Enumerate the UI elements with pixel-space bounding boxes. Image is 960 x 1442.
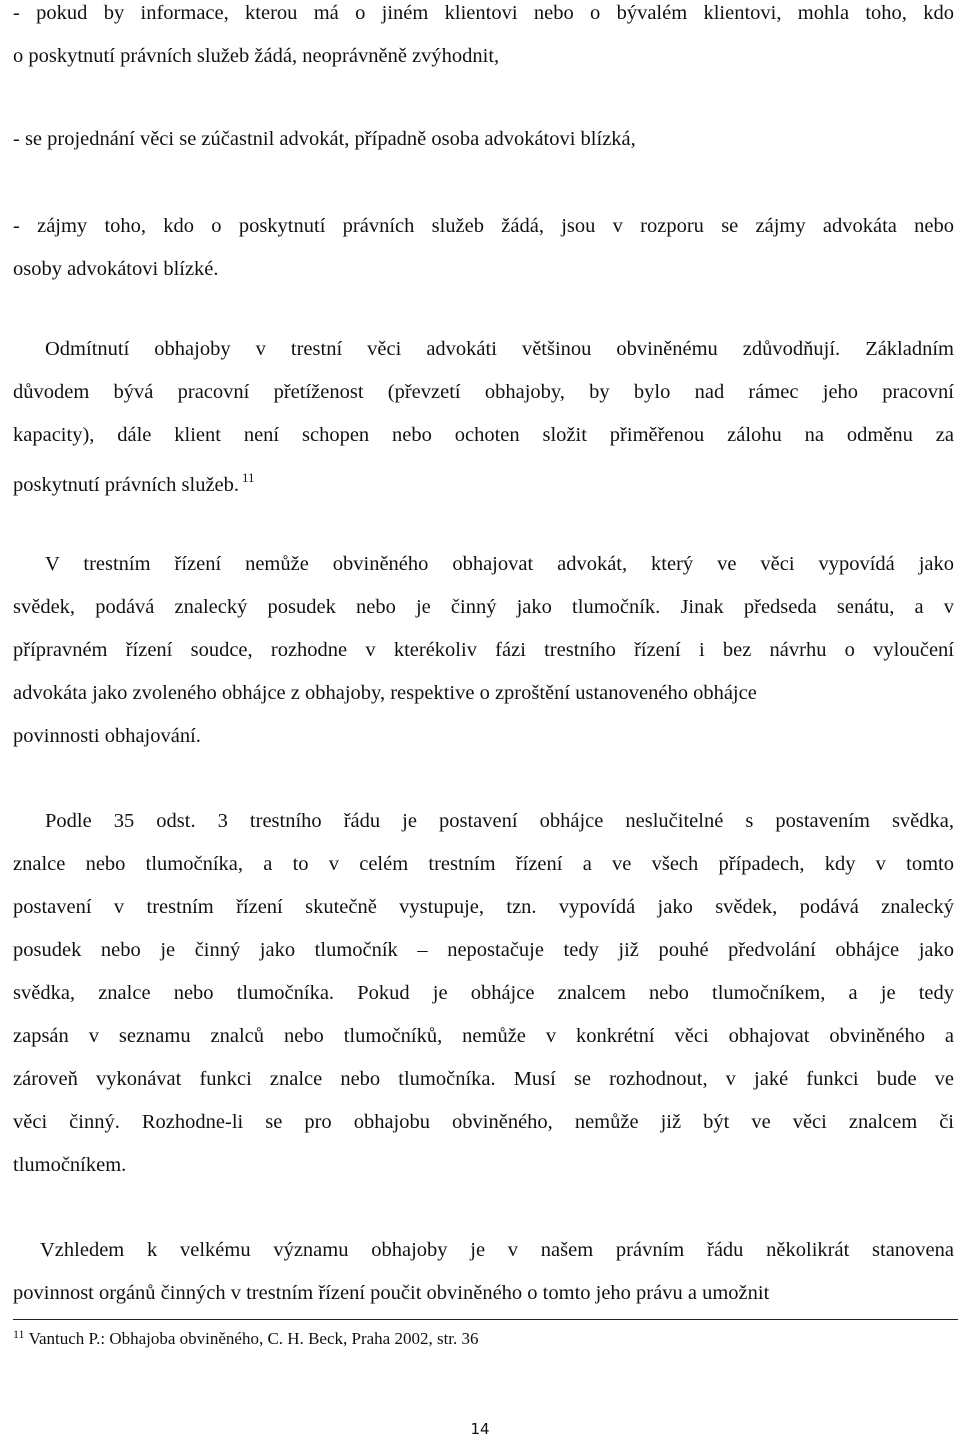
text-line: osoby advokátovi blízké.	[13, 258, 219, 280]
text-line: zapsán v seznamu znalců nebo tlumočníků, nemůže v konkrétní věci obhajovat obviněného a	[13, 1025, 954, 1047]
text-line: důvodem bývá pracovní přetíženost (převzetí obhajoby, by bylo nad rámec jeho pracovní	[13, 381, 954, 403]
text-line: Odmítnutí obhajoby v trestní věci advokáti většinou obviněnému zdůvodňují. Základním	[45, 338, 954, 360]
text-line: přípravném řízení soudce, rozhodne v kterékoliv fázi trestního řízení i bez návrhu o vyloučení	[13, 639, 954, 661]
text-line: - zájmy toho, kdo o poskytnutí právních služeb žádá, jsou v rozporu se zájmy advokáta nebo	[13, 215, 954, 237]
footnote	[13, 1323, 479, 1350]
page-number: 14	[470, 1420, 490, 1438]
text-line: advokáta jako zvoleného obhájce z obhajoby, respektive o zproštění ustanoveného obhájce	[13, 682, 757, 704]
text-line: Vzhledem k velkému významu obhajoby je v našem právním řádu několikrát stanovena	[40, 1239, 954, 1261]
text-line: o poskytnutí právních služeb žádá, neoprávněně zvýhodnit,	[13, 45, 500, 67]
footnote-separator	[13, 1319, 958, 1320]
text-line: povinnost orgánů činných v trestním řízení poučit obviněného o tomto jeho právu a umožnit	[13, 1282, 770, 1304]
text-line: svědek, podává znalecký posudek nebo je činný jako tlumočník. Jinak předseda senátu, a v	[13, 596, 954, 618]
text-line: - pokud by informace, kterou má o jiném klientovi nebo o bývalém klientovi, mohla toho, kdo	[13, 2, 954, 24]
footnote-text: Vantuch P.: Obhajoba obviněného, C. H. Beck, Praha 2002, str. 36	[28, 1329, 479, 1348]
footnote-reference: 11	[242, 470, 255, 485]
text-line: posudek nebo je činný jako tlumočník – nepostačuje tedy již pouhé předvolání obhájce jako	[13, 939, 954, 961]
text-line: znalce nebo tlumočníka, a to v celém trestním řízení a ve všech případech, kdy v tomto	[13, 853, 954, 875]
text-line: postavení v trestním řízení skutečně vystupuje, tzn. vypovídá jako svědek, podává znalecký	[13, 896, 954, 918]
text-line	[13, 465, 954, 498]
text-line: V trestním řízení nemůže obviněného obhajovat advokát, který ve věci vypovídá jako	[45, 553, 954, 575]
text-line: věci činný. Rozhodne-li se pro obhajobu obviněného, nemůže již být ve věci znalcem či	[13, 1111, 954, 1133]
text-line: zároveň vykonávat funkci znalce nebo tlumočníka. Musí se rozhodnout, v jaké funkci bude ve	[13, 1068, 954, 1090]
text-line: povinnosti obhajování.	[13, 725, 201, 747]
text-line: svědka, znalce nebo tlumočníka. Pokud je obhájce znalcem nebo tlumočníkem, a je tedy	[13, 982, 954, 1004]
text-line: tlumočníkem.	[13, 1154, 127, 1176]
text-line: kapacity), dále klient není schopen nebo ochoten složit přiměřenou zálohu na odměnu za	[13, 424, 954, 446]
text-fragment: poskytnutí právních služeb.	[13, 474, 240, 496]
text-line: - se projednání věci se zúčastnil advokát, případně osoba advokátovi blízká,	[13, 128, 636, 150]
footnote-number: 11	[13, 1327, 25, 1341]
text-line: Podle 35 odst. 3 trestního řádu je postavení obhájce neslučitelné s postavením svědka,	[45, 810, 954, 832]
